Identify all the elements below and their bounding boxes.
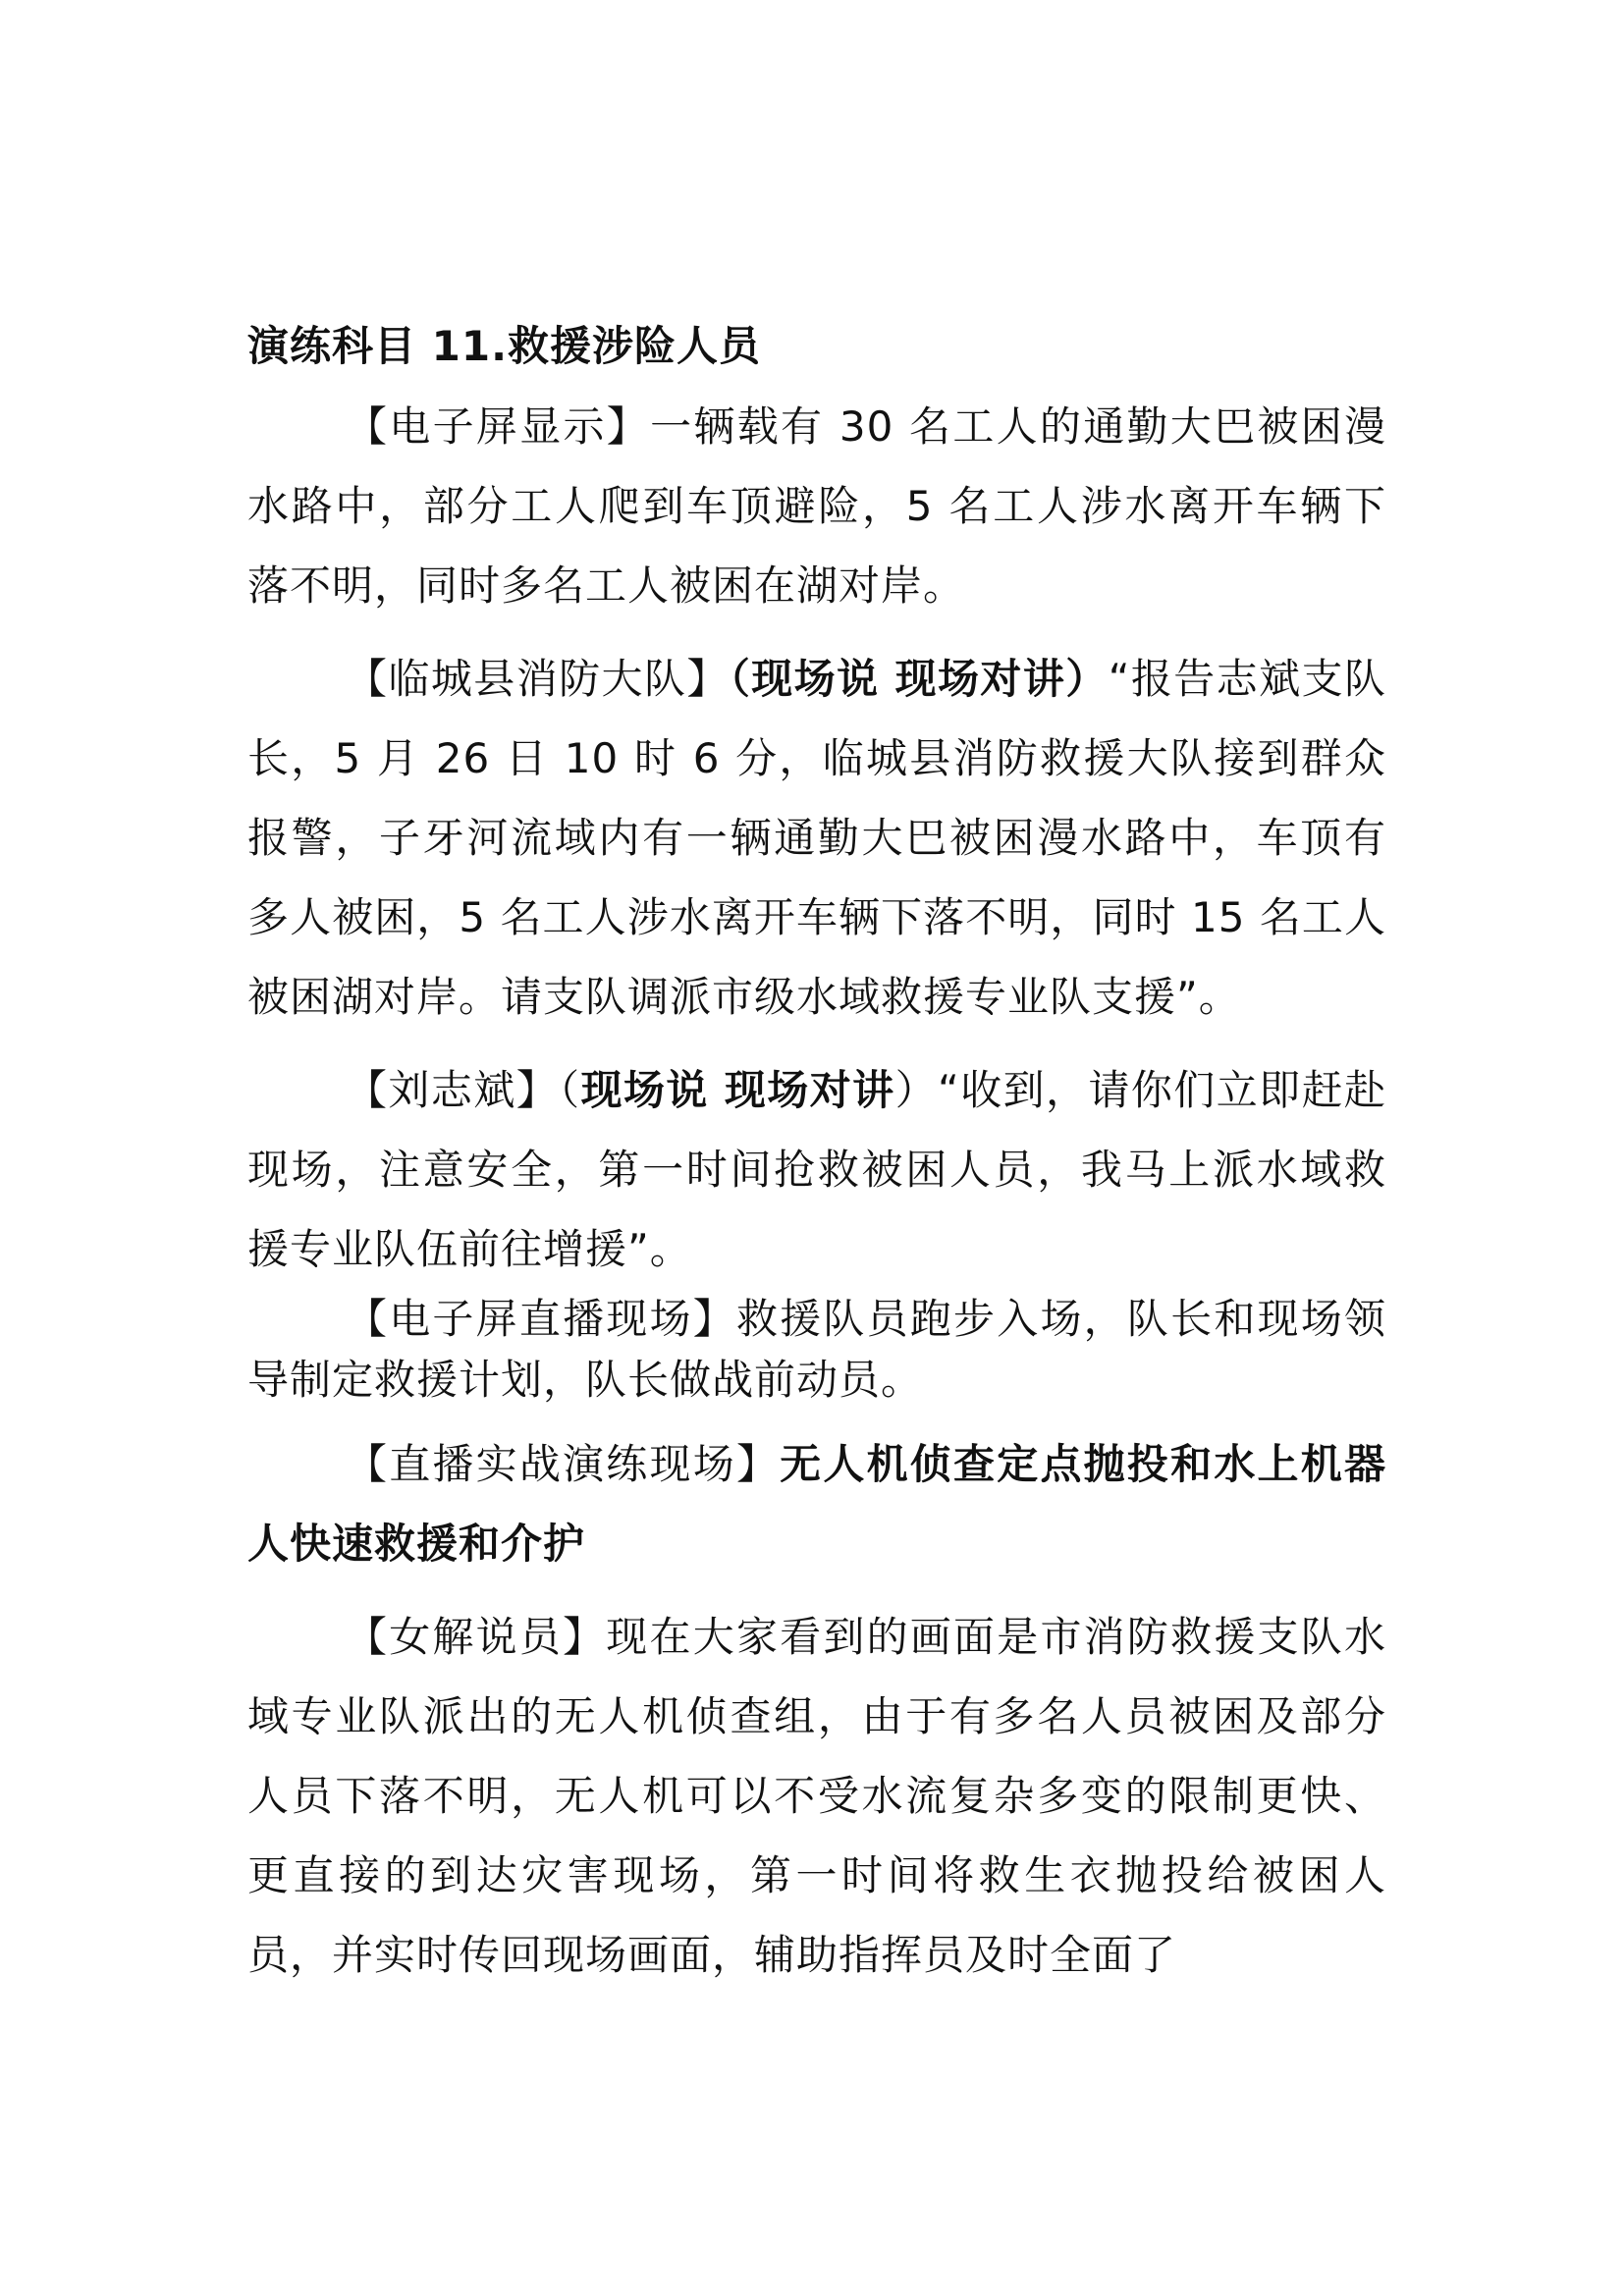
cue-close-paren: ） bbox=[894, 1066, 939, 1114]
paragraph-text: “收到，请你们立即赶赴现场，注意安全，第一时间抢救被困人员，我马上派水域救援专业队伍前往增援”。 bbox=[247, 1066, 1387, 1273]
speaker-tag: 【临城县消防大队】 bbox=[346, 655, 730, 703]
paragraph-narrator bbox=[247, 1597, 1386, 1995]
paragraph-screen-display bbox=[247, 387, 1386, 625]
stage-cue: 现场说 现场对讲 bbox=[580, 1066, 895, 1114]
speaker-tag: 【女解说员】 bbox=[346, 1613, 607, 1661]
section-title: 演练科目 11.救援涉险人员 bbox=[247, 322, 762, 370]
speaker-tag: 【电子屏显示】 bbox=[346, 402, 651, 451]
paragraph-text: 救援队员跑步入场，队长和现场领导制定救援计划，队长做战前动员。 bbox=[247, 1295, 1386, 1404]
paragraph-live-broadcast bbox=[247, 1289, 1386, 1411]
paragraph-text: 现在大家看到的画面是市消防救援支队水域专业队派出的无人机侦查组，由于有多名人员被困及部分人员下落不明，无人机可以不受水流复杂多变的限制更快、更直接的到达灾害现场，第一时间将救生衣抛投给被困人员，并实时传回现场画面，辅助指挥员及时全面了 bbox=[247, 1613, 1386, 1979]
cue-open-paren: （ bbox=[559, 1066, 581, 1114]
speaker-tag: 【电子屏直播现场】 bbox=[346, 1295, 736, 1343]
speaker-tag: 【直播实战演练现场】 bbox=[346, 1440, 781, 1488]
paragraph-drill-scene bbox=[247, 1424, 1386, 1583]
speaker-tag: 【刘志斌】 bbox=[346, 1066, 560, 1114]
stage-cue: （现场说 现场对讲） bbox=[729, 655, 1109, 703]
paragraph-text: “报告志斌支队长，5 月 26 日 10 时 6 分，临城县消防救援大队接到群众报警，子牙河流域内有一辆通勤大巴被困漫水路中，车顶有多人被困，5 名工人涉水离开车辆下落不明，同时 15 名工人被困湖对岸。请支队调派市级水域救援专业队支援”。 bbox=[247, 655, 1387, 1021]
document-body bbox=[247, 306, 1386, 1995]
paragraph-text: 一辆载有 30 名工人的通勤大巴被困漫水路中，部分工人爬到车顶避险，5 名工人涉水离开车辆下落不明，同时多名工人被困在湖对岸。 bbox=[247, 402, 1386, 610]
paragraph-text-bold: 无人机侦查定点抛投和水上机器人快速救援和介护 bbox=[247, 1440, 1386, 1568]
paragraph-liu-zhibin bbox=[247, 1050, 1386, 1289]
paragraph-fire-brigade-report bbox=[247, 639, 1386, 1037]
